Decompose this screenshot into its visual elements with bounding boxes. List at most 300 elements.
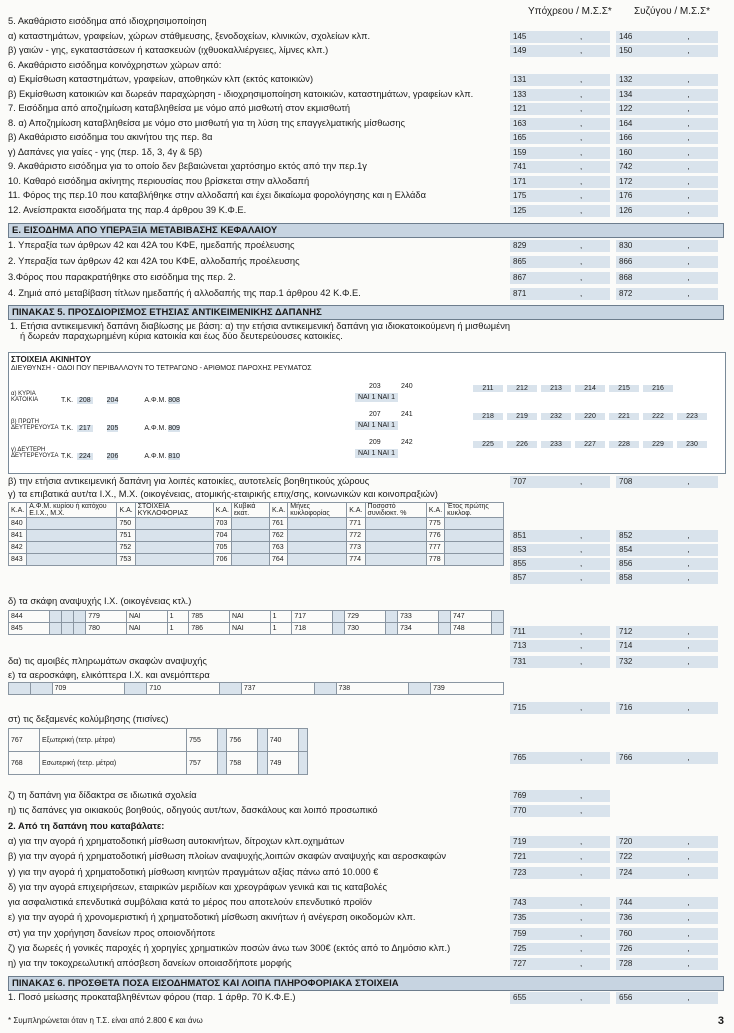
pool-taxpayer-cell[interactable] <box>510 752 610 764</box>
top-spouse-cell-dot: , <box>687 176 690 186</box>
property-sub: ΔΙΕΥΘΥΝΣΗ - ΟΔΟΙ ΠΟΥ ΠΕΡΙΒΑΛΛΟΥΝ ΤΟ ΤΕΤΡΑΓΩΝΟ - ΑΡΙΘΜΟΣ ΠΑΡΟΧΗΣ ΡΕΥΜΑΤΟΣ <box>11 365 312 372</box>
top-spouse-cell[interactable] <box>616 161 718 173</box>
boats-label: δ) τα σκάφη αναψυχής Ι.Χ. (οικογένειας κτλ.) <box>8 596 192 606</box>
car-cell[interactable] <box>27 518 117 530</box>
top-label: 7. Εισόδημα από αποζημίωση καταβληθείσα με νόμο από μισθωτή στον εκμισθωτή <box>8 103 351 113</box>
home-field-code[interactable]: 211 <box>473 385 503 392</box>
pool-spouse-cell[interactable] <box>616 752 718 764</box>
secE-label: 3.Φόρος που παρακρατήθηκε στο εισόδημα της περ. 2. <box>8 272 236 282</box>
bottom-spouse-cell-dot: , <box>687 913 690 923</box>
pool-cell: 740 <box>267 729 298 752</box>
plane-cell[interactable] <box>9 683 31 695</box>
boat-row <box>9 611 504 623</box>
top-row <box>8 74 726 88</box>
plane-spouse-cell-code: 716 <box>619 703 633 712</box>
afm-label: Α.Φ.Μ. <box>144 453 169 460</box>
top-code-1: 209 <box>369 439 381 446</box>
car-spouse-cell[interactable] <box>616 572 718 584</box>
boatpay-taxpayer-cell-code: 731 <box>513 657 527 666</box>
bottom-row <box>8 867 726 881</box>
afm-label: Α.Φ.Μ. <box>144 425 169 432</box>
bottom-spouse-cell[interactable] <box>616 912 718 924</box>
car-cell: 750 <box>117 518 135 530</box>
t6-taxpayer-cell-dot: , <box>580 993 583 1002</box>
pool-cell[interactable] <box>298 729 307 752</box>
plane-cell[interactable] <box>314 683 336 695</box>
car-cell[interactable] <box>365 518 426 530</box>
secE-label: 1. Υπεραξία των άρθρων 42 και 42Α του ΚΦΕ, ημεδαπής προέλευσης <box>8 240 295 250</box>
car-cell: 751 <box>117 530 135 542</box>
top-taxpayer-cell[interactable] <box>510 74 610 86</box>
top-label: 5. Ακαθάριστο εισόδημα από ιδιοχρησιμοποίηση <box>8 16 207 26</box>
top-taxpayer-cell[interactable] <box>510 161 610 173</box>
top-taxpayer-cell-dot: , <box>580 176 583 186</box>
plane-cell[interactable] <box>409 683 431 695</box>
bottom-taxpayer-cell-dot: , <box>580 928 583 938</box>
top-taxpayer-cell[interactable] <box>510 190 610 202</box>
car-spouse-cell-dot: , <box>687 559 690 568</box>
home-field-code[interactable]: 233 <box>541 441 571 448</box>
secE-spouse-cell[interactable] <box>616 288 718 300</box>
bottom-taxpayer-cell[interactable] <box>510 943 610 955</box>
plane-spouse-cell[interactable] <box>616 702 718 714</box>
top-taxpayer-cell[interactable] <box>510 118 610 130</box>
home-field-code[interactable]: 225 <box>473 441 503 448</box>
secE-taxpayer-cell-dot: , <box>580 273 583 282</box>
property-head: ΣΤΟΙΧΕΙΑ ΑΚΙΝΗΤΟΥ <box>11 355 91 364</box>
plane-row <box>9 683 504 695</box>
car-spouse-cell-dot: , <box>687 573 690 582</box>
car-cell[interactable] <box>445 518 504 530</box>
boat-taxpayer-cell-code: 711 <box>513 627 526 636</box>
car-cell: 777 <box>426 542 444 554</box>
car-cell: 764 <box>270 554 288 566</box>
car-spouse-cell-code: 856 <box>619 559 633 568</box>
cars-head-cell: Κ.Α. <box>426 503 444 518</box>
k-code[interactable]: 205 <box>106 425 119 432</box>
tk-label: Τ.Κ. <box>61 397 74 404</box>
car-spouse-cell[interactable] <box>616 530 718 542</box>
top-spouse-cell-dot: , <box>687 118 690 128</box>
nai-flag[interactable]: ΝΑΙ 1 ΝΑΙ 1 <box>355 449 398 458</box>
bottom-spouse-cell[interactable] <box>616 943 718 955</box>
pool-cell: 767 <box>9 729 40 752</box>
top-label: 6. Ακαθάριστο εισόδημα κοινόχρηστων χώρων από: <box>8 59 222 70</box>
bottom-spouse-cell-code: 728 <box>619 959 633 969</box>
boat-cell[interactable] <box>61 611 73 623</box>
top-spouse-cell[interactable] <box>616 132 718 144</box>
top-spouse-cell-code: 132 <box>619 75 633 84</box>
top-taxpayer-cell-dot: , <box>580 147 583 157</box>
bottom-taxpayer-cell-code: 725 <box>513 944 527 953</box>
car-cell: 752 <box>117 542 135 554</box>
cars-head-cell: Κ.Α. <box>9 503 27 518</box>
boat-cell: 785 <box>189 611 230 623</box>
car-code-row <box>8 530 726 544</box>
secE-spouse-cell[interactable] <box>616 272 718 284</box>
boatpay-label: ε) τα αεροσκάφη, ελικόπτερα Ι.Χ. και ανεμόπτερα <box>8 670 210 680</box>
t6-label: 1. Ποσό μείωσης προκαταβληθέντων φόρου (παρ. 1 άρθρ. 70 Κ.Φ.Ε.) <box>8 992 296 1002</box>
top-spouse-cell-code: 122 <box>619 104 633 113</box>
bottom-taxpayer-cell-code: 769 <box>513 791 527 800</box>
home-field-code[interactable]: 219 <box>507 413 537 420</box>
top-row <box>8 45 726 59</box>
boatpay-taxpayer-cell-dot: , <box>580 657 583 666</box>
bottom-taxpayer-cell[interactable] <box>510 867 610 879</box>
bottom-taxpayer-cell[interactable] <box>510 897 610 909</box>
top-spouse-cell-code: 146 <box>619 31 633 41</box>
boat-cell: ΝΑΙ <box>126 611 167 623</box>
secE-row <box>8 256 726 270</box>
car-cell: 776 <box>426 530 444 542</box>
bottom-label: η) για την τοκοχρεωλυτική απόσβεση δανείων οποιασδήποτε μορφής <box>8 958 292 969</box>
boat-cell[interactable] <box>333 611 345 623</box>
home-field-code[interactable]: 214 <box>575 385 605 392</box>
bottom-spouse-cell-dot: , <box>687 898 690 908</box>
k-code[interactable]: 206 <box>106 453 119 460</box>
car-cell[interactable] <box>231 518 269 530</box>
top-spouse-cell[interactable] <box>616 103 718 115</box>
table5-title: ΠΙΝΑΚΑΣ 5. ΠΡΟΣΔΙΟΡΙΣΜΟΣ ΕΤΗΣΙΑΣ ΑΝΤΙΚΕΙΜΕΝΙΚΗΣ ΔΑΠΑΝΗΣ <box>8 305 724 320</box>
top-spouse-cell-code: 164 <box>619 118 633 128</box>
top-spouse-cell[interactable] <box>616 205 718 217</box>
top-taxpayer-cell[interactable] <box>510 103 610 115</box>
home-name: γ) ΔΕΥΤΕΡΗ ΔΕΥΤΕΡΕΥΟΥΣΑ <box>11 447 59 459</box>
secE-spouse-cell-dot: , <box>687 241 690 250</box>
tk-code[interactable]: 208 <box>77 397 93 404</box>
top-code-2: 242 <box>401 439 413 446</box>
bottom-spouse-cell[interactable] <box>616 897 718 909</box>
cars-head-cell: Κ.Α. <box>347 503 365 518</box>
top-spouse-cell[interactable] <box>616 176 718 188</box>
top-taxpayer-cell-dot: , <box>580 133 583 142</box>
mid-spouse-cell-dot: , <box>687 477 690 486</box>
home-field-code[interactable]: 228 <box>609 441 639 448</box>
car-cell: 706 <box>213 554 231 566</box>
bottom-taxpayer-cell[interactable] <box>510 805 610 817</box>
boat-code-row <box>8 626 726 640</box>
bottom-taxpayer-cell[interactable] <box>510 928 610 940</box>
tk-code[interactable]: 217 <box>77 425 93 432</box>
boat-cell: 733 <box>398 611 439 623</box>
secE-taxpayer-cell[interactable] <box>510 288 610 300</box>
t6-taxpayer-cell-code: 655 <box>513 993 527 1002</box>
boat-taxpayer-cell[interactable] <box>510 626 610 638</box>
top-spouse-cell-code: 160 <box>619 147 633 157</box>
car-taxpayer-cell[interactable] <box>510 558 610 570</box>
top-spouse-cell-code: 166 <box>619 133 633 142</box>
mid-label: γ) τα επιβατικά αυτ/τα Ι.Χ., Μ.Χ. (οικογένειας, ατομικής-εταιρικής επιχ/σης, κοινωνικών και κοινοπραξιών) <box>8 489 438 499</box>
secE-spouse-cell[interactable] <box>616 256 718 268</box>
top-label: β) γαιών - γης, εγκαταστάσεων ή κατασκευών (ιχθυοκαλλιέργειες, λίμνες κλπ.) <box>8 45 329 55</box>
top-spouse-cell-dot: , <box>687 31 690 41</box>
top-spouse-cell-dot: , <box>687 147 690 157</box>
t6-taxpayer-cell[interactable] <box>510 992 610 1004</box>
bottom-label: δ) για την αγορά επιχειρήσεων, εταιρικών μεριδίων και χρεογράφων γενικά και τις καταβολές <box>8 881 387 892</box>
boat-cell: 748 <box>451 623 492 635</box>
boat-cell: 734 <box>398 623 439 635</box>
home-field-code[interactable]: 220 <box>575 413 605 420</box>
plane-taxpayer-cell[interactable] <box>510 702 610 714</box>
home-field-code[interactable]: 216 <box>643 385 673 392</box>
top-taxpayer-cell-dot: , <box>580 31 583 41</box>
car-taxpayer-cell[interactable] <box>510 544 610 556</box>
top-spouse-cell-dot: , <box>687 205 690 215</box>
bottom-row <box>8 790 726 804</box>
top-taxpayer-cell-dot: , <box>580 75 583 84</box>
mid-taxpayer-cell-code: 707 <box>513 477 527 486</box>
top-taxpayer-cell-code: 121 <box>513 104 527 113</box>
top-spouse-cell[interactable] <box>616 31 718 43</box>
pool-cell[interactable] <box>218 729 227 752</box>
bottom-row <box>8 897 726 911</box>
bottom-taxpayer-cell[interactable] <box>510 836 610 848</box>
bottom-spouse-cell[interactable] <box>616 836 718 848</box>
plane-cell[interactable] <box>30 683 52 695</box>
home-field-code[interactable]: 218 <box>473 413 503 420</box>
top-spouse-cell-code: 126 <box>619 205 633 215</box>
bottom-label: ε) για την αγορά ή χρονομεριστική ή χρηματοδοτική μίσθωση ακινήτων ή ανέγερση οικοδομών κλπ. <box>8 912 416 923</box>
home-field-code[interactable]: 212 <box>507 385 537 392</box>
pool-row <box>9 729 308 752</box>
top-spouse-cell[interactable] <box>616 89 718 101</box>
car-cell[interactable] <box>135 518 213 530</box>
home-line <box>61 425 281 432</box>
boat-spouse-cell-code: 712 <box>619 627 633 636</box>
bottom-taxpayer-cell[interactable] <box>510 790 610 802</box>
top-spouse-cell-code: 172 <box>619 176 633 186</box>
top-taxpayer-cell-dot: , <box>580 118 583 128</box>
pool-cell[interactable] <box>258 729 267 752</box>
top-taxpayer-cell[interactable] <box>510 147 610 159</box>
cars-head-cell: Κυβικά εκατ. <box>231 503 269 518</box>
cars-head-cell: Μήνες κυκλοφορίας <box>288 503 347 518</box>
top-row <box>8 147 726 161</box>
bottom-label: β) για την αγορά ή χρηματοδοτική μίσθωση πλοίων αναψυχής,λοιπών σκαφών αναψυχής και αεροσκαφών <box>8 851 447 862</box>
table5-intro-line2: ή δωρεάν παραχωρημένη κύρια κατοικία και έως δύο δευτερεύουσες κατοικίες. <box>20 331 343 341</box>
boat-cell: 729 <box>345 611 386 623</box>
t6-spouse-cell[interactable] <box>616 992 718 1004</box>
top-code-1: 207 <box>369 411 381 418</box>
top-taxpayer-cell-dot: , <box>580 205 583 215</box>
pool-cell: 749 <box>267 752 298 775</box>
home-field-code[interactable]: 215 <box>609 385 639 392</box>
plane-cell[interactable] <box>125 683 147 695</box>
boatpay-spouse-cell[interactable] <box>616 656 718 668</box>
car-spouse-cell[interactable] <box>616 558 718 570</box>
car-taxpayer-cell[interactable] <box>510 530 610 542</box>
boat-spouse-cell-code: 714 <box>619 641 633 650</box>
top-code-2: 241 <box>401 411 413 418</box>
header-spouse: Συζύγου / Μ.Σ.Σ* <box>634 6 711 17</box>
afm-code[interactable]: 809 <box>168 425 180 432</box>
home-field-code[interactable]: 223 <box>677 413 707 420</box>
bottom-spouse-cell[interactable] <box>616 928 718 940</box>
bottom-row <box>8 882 726 896</box>
bottom-spouse-cell[interactable] <box>616 851 718 863</box>
top-taxpayer-cell[interactable] <box>510 45 610 57</box>
bottom-taxpayer-cell-code: 719 <box>513 836 527 846</box>
plane-cell: 709 <box>52 683 125 695</box>
secE-taxpayer-cell-code: 867 <box>513 273 527 282</box>
top-spouse-cell-code: 742 <box>619 162 633 171</box>
bottom-spouse-cell-dot: , <box>687 852 690 862</box>
top-spouse-cell-dot: , <box>687 162 690 171</box>
boatpay-taxpayer-cell[interactable] <box>510 656 610 668</box>
cars-head-cell: Κ.Α. <box>213 503 231 518</box>
bottom-taxpayer-cell-dot: , <box>580 806 583 816</box>
table5-intro <box>10 321 722 341</box>
boat-cell: 779 <box>86 611 127 623</box>
top-spouse-cell-code: 176 <box>619 191 633 200</box>
top-taxpayer-cell[interactable] <box>510 132 610 144</box>
afm-code[interactable]: 808 <box>168 397 180 404</box>
bottom-label: για ασφαλιστικά επενδυτικά συμβόλαια κατά το μέρος που αποτελούν επενδυτικό προϊόν <box>8 897 372 908</box>
pool-cell: 757 <box>187 752 218 775</box>
mid-spouse-cell-code: 708 <box>619 477 633 486</box>
secE-taxpayer-cell[interactable] <box>510 256 610 268</box>
car-taxpayer-cell-code: 851 <box>513 531 527 540</box>
top-row <box>8 103 726 117</box>
pool-cell: Εξωτερική (τετρ. μέτρα) <box>39 729 186 752</box>
top-taxpayer-cell[interactable] <box>510 176 610 188</box>
boat-cell[interactable] <box>49 611 61 623</box>
top-row <box>8 205 726 219</box>
t6-spouse-cell-dot: , <box>687 993 690 1002</box>
bottom-label: α) για την αγορά ή χρηματοδοτική μίσθωση αυτοκινήτων, δίτροχων κλπ.οχημάτων <box>8 835 345 846</box>
boat-spouse-cell[interactable] <box>616 626 718 638</box>
secE-spouse-cell-dot: , <box>687 257 690 266</box>
bottom-spouse-cell-code: 726 <box>619 944 633 953</box>
secE-spouse-cell-dot: , <box>687 273 690 282</box>
afm-code[interactable]: 810 <box>168 453 180 460</box>
section-e-title: Ε. ΕΙΣΟΔΗΜΑ ΑΠΟ ΥΠΕΡΑΞΙΑ ΜΕΤΑΒΙΒΑΣΗΣ ΚΕΦΑΛΑΙΟΥ <box>8 223 724 238</box>
top-taxpayer-cell[interactable] <box>510 205 610 217</box>
car-taxpayer-cell-dot: , <box>580 531 583 540</box>
car-taxpayer-cell[interactable] <box>510 572 610 584</box>
bottom-row <box>8 912 726 926</box>
mid-row <box>8 476 726 490</box>
car-code-row <box>8 558 726 572</box>
boat-cell: 1 <box>167 611 189 623</box>
home-field-code[interactable]: 232 <box>541 413 571 420</box>
home-field-code[interactable]: 226 <box>507 441 537 448</box>
top-row <box>8 118 726 132</box>
secE-spouse-cell[interactable] <box>616 240 718 252</box>
secE-taxpayer-cell[interactable] <box>510 272 610 284</box>
tk-code[interactable]: 224 <box>77 453 93 460</box>
top-spouse-cell[interactable] <box>616 147 718 159</box>
secE-taxpayer-cell-dot: , <box>580 257 583 266</box>
home-line <box>61 453 281 460</box>
mid-spouse-cell[interactable] <box>616 476 718 488</box>
top-taxpayer-cell[interactable] <box>510 89 610 101</box>
top-taxpayer-cell-code: 175 <box>513 191 527 200</box>
plane-cell: 738 <box>336 683 409 695</box>
secE-taxpayer-cell-dot: , <box>580 289 583 298</box>
car-spouse-cell[interactable] <box>616 544 718 556</box>
secE-spouse-cell-dot: , <box>687 289 690 298</box>
boat-taxpayer-cell-dot: , <box>580 641 583 650</box>
bottom-spouse-cell-dot: , <box>687 944 690 953</box>
top-label: β) Εκμίσθωση κατοικιών και δωρεάν παραχώρηση - ιδιοχρησιμοποίηση κατοικιών, καταστημάτων, γραφείων κλπ. <box>8 88 474 99</box>
car-cell: 840 <box>9 518 27 530</box>
home-field-code[interactable]: 213 <box>541 385 571 392</box>
bottom-spouse-cell[interactable] <box>616 958 718 970</box>
home-field-code[interactable]: 230 <box>677 441 707 448</box>
nai-flag[interactable]: ΝΑΙ 1 ΝΑΙ 1 <box>355 393 398 402</box>
boatpay-row <box>8 656 726 670</box>
boat-cell[interactable] <box>491 611 503 623</box>
boat-cell: ΝΑΙ <box>126 623 167 635</box>
car-cell: 704 <box>213 530 231 542</box>
car-cell[interactable] <box>288 518 347 530</box>
boat-cell: ΝΑΙ <box>230 623 271 635</box>
boat-cell: 845 <box>9 623 50 635</box>
boat-cell[interactable] <box>385 611 397 623</box>
bottom-taxpayer-cell-dot: , <box>580 959 583 969</box>
home-field-code[interactable]: 222 <box>643 413 673 420</box>
k-code[interactable]: 204 <box>106 397 119 404</box>
footnote: * Συμπληρώνεται όταν η Τ.Σ. είναι από 2.800 € και άνω <box>8 1016 203 1025</box>
top-row <box>8 89 726 103</box>
boat-spouse-cell[interactable] <box>616 640 718 652</box>
home-field-code[interactable]: 227 <box>575 441 605 448</box>
boat-cell: ΝΑΙ <box>230 611 271 623</box>
top-label: 10. Καθαρό εισόδημα ακίνητης περιουσίας που βρίσκεται στην αλλοδαπή <box>8 175 310 186</box>
bottom-spouse-cell-dot: , <box>687 959 690 969</box>
top-label: 11. Φόρος της περ.10 που καταβλήθηκε στην αλλοδαπή και έχει δικαίωμα φορολόγησης και η Ελλάδα <box>8 190 426 200</box>
car-cell: 775 <box>426 518 444 530</box>
t6-row <box>8 992 726 1006</box>
secE-taxpayer-cell[interactable] <box>510 240 610 252</box>
home-name: α) ΚΥΡΙΑ ΚΑΤΟΙΚΙΑ <box>11 391 39 403</box>
top-code-1: 203 <box>369 383 381 390</box>
home-field-code[interactable]: 221 <box>609 413 639 420</box>
top-taxpayer-cell-code: 171 <box>513 176 527 186</box>
mid-row <box>8 489 726 503</box>
boat-taxpayer-cell[interactable] <box>510 640 610 652</box>
bottom-label: ζ) για δωρεές ή γονικές παροχές ή χορηγίες χρηματικών ποσών άνω των 300€ (εκτός από το Δημόσιο κλπ.) <box>8 943 451 953</box>
boat-cell[interactable] <box>438 611 450 623</box>
bottom-spouse-cell-code: 724 <box>619 867 633 877</box>
top-spouse-cell[interactable] <box>616 45 718 57</box>
bottom-taxpayer-cell[interactable] <box>510 912 610 924</box>
top-label: β) Ακαθάριστο εισόδημα του ακινήτου της περ. 8α <box>8 132 213 142</box>
bottom-spouse-cell-dot: , <box>687 928 690 938</box>
car-cell: 778 <box>426 554 444 566</box>
bottom-spouse-cell[interactable] <box>616 867 718 879</box>
top-spouse-cell[interactable] <box>616 190 718 202</box>
pool-spouse-cell-code: 766 <box>619 753 633 762</box>
bottom-taxpayer-cell[interactable] <box>510 958 610 970</box>
top-spouse-cell[interactable] <box>616 118 718 130</box>
boat-cell[interactable] <box>74 611 86 623</box>
nai-flag[interactable]: ΝΑΙ 1 ΝΑΙ 1 <box>355 421 398 430</box>
bottom-taxpayer-cell-code: 743 <box>513 898 527 908</box>
property-table <box>8 352 726 474</box>
home-field-code[interactable]: 229 <box>643 441 673 448</box>
bottom-taxpayer-cell[interactable] <box>510 851 610 863</box>
bottom-taxpayer-cell-code: 723 <box>513 867 527 877</box>
top-taxpayer-cell[interactable] <box>510 31 610 43</box>
boatpay-label: δα) τις αμοιβές πληρωμάτων σκαφών αναψυχής <box>8 656 207 666</box>
bottom-taxpayer-cell-dot: , <box>580 852 583 862</box>
car-row <box>9 518 504 530</box>
mid-taxpayer-cell[interactable] <box>510 476 610 488</box>
top-spouse-cell[interactable] <box>616 74 718 86</box>
plane-cell[interactable] <box>220 683 242 695</box>
